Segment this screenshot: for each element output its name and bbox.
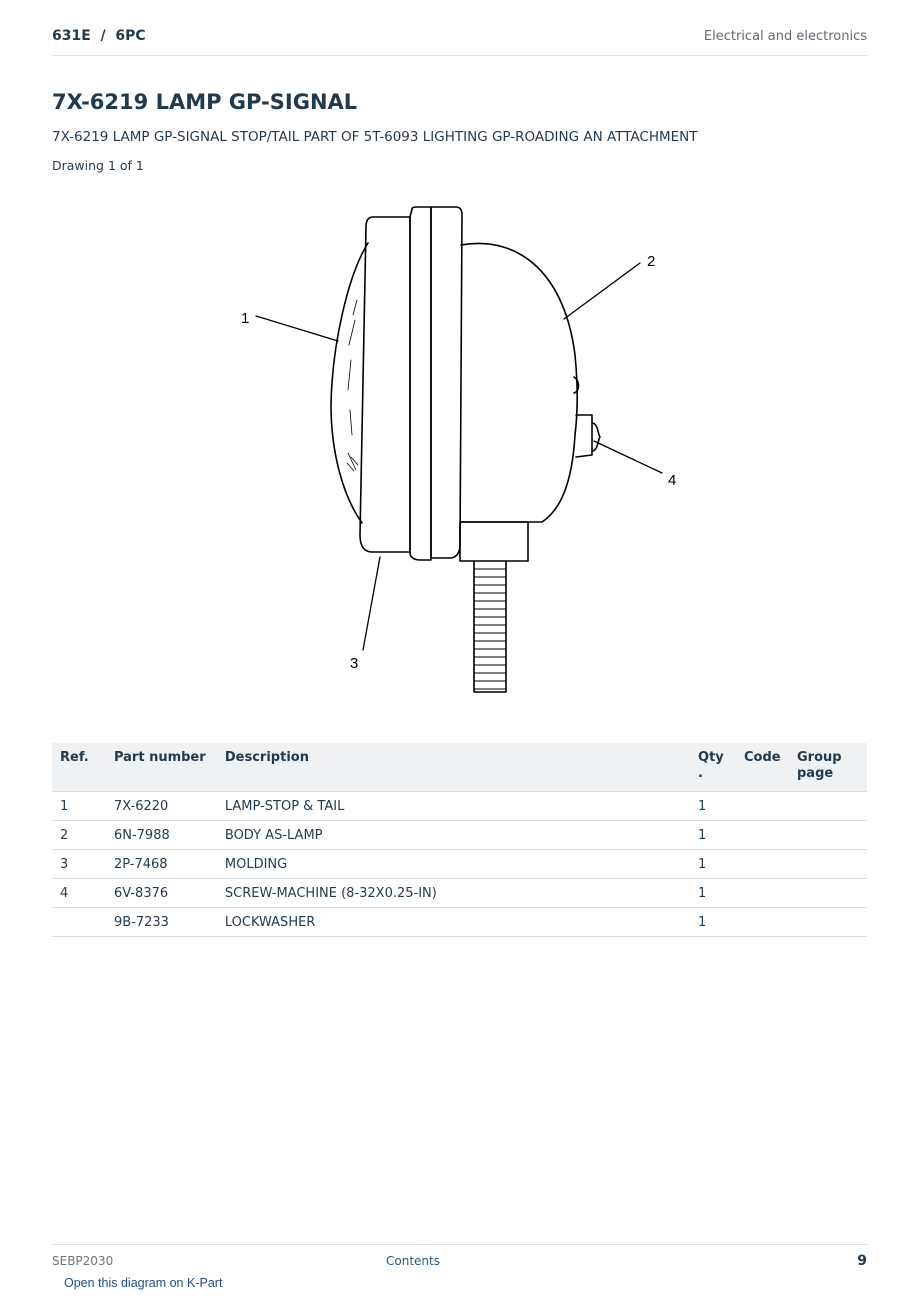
page-number: 9 <box>857 1253 867 1269</box>
header-code: Code <box>736 743 789 792</box>
lamp-body <box>461 243 577 522</box>
cell-ref: 2 <box>52 821 106 850</box>
page-footer <box>52 1244 867 1269</box>
cell-description: MOLDING <box>217 850 690 879</box>
cell-qty: 1 <box>690 850 736 879</box>
leader-line-4 <box>594 441 662 473</box>
cell-group-page <box>789 821 867 850</box>
cell-code <box>736 821 789 850</box>
table-row <box>52 792 867 821</box>
cell-qty: 1 <box>690 821 736 850</box>
side-screw-boss <box>576 415 592 457</box>
model-label: 631E / 6PC <box>52 28 146 44</box>
cell-ref <box>52 908 106 937</box>
header-part-number: Part number <box>106 743 217 792</box>
leader-line-2 <box>564 263 640 319</box>
callout-3: 3 <box>350 655 359 672</box>
cell-qty: 1 <box>690 879 736 908</box>
cell-code <box>736 792 789 821</box>
drawing-count: Drawing 1 of 1 <box>52 158 144 173</box>
cell-part-number: 7X-6220 <box>106 792 217 821</box>
stud-threads <box>474 569 506 689</box>
cell-code <box>736 879 789 908</box>
section-label: Electrical and electronics <box>703 29 867 44</box>
table-row <box>52 879 867 908</box>
lamp-drawing <box>220 195 700 705</box>
cell-description: LOCKWASHER <box>217 908 690 937</box>
header-qty: Qty . <box>690 743 736 792</box>
table-row <box>52 821 867 850</box>
page-header <box>52 28 867 56</box>
open-kpart-link[interactable]: Open this diagram on K-Part <box>64 1276 223 1290</box>
cell-group-page <box>789 850 867 879</box>
table-header-row <box>52 743 867 792</box>
header-description: Description <box>217 743 690 792</box>
lens-mark <box>347 453 358 471</box>
document-id: SEBP2030 <box>52 1254 114 1268</box>
cell-description: BODY AS-LAMP <box>217 821 690 850</box>
lens-hatch <box>348 300 357 435</box>
cell-part-number: 9B-7233 <box>106 908 217 937</box>
leader-line-3 <box>363 557 380 650</box>
page-title: 7X-6219 LAMP GP-SIGNAL <box>52 90 358 114</box>
parts-diagram <box>220 195 700 705</box>
callout-4: 4 <box>668 472 677 489</box>
parts-table <box>52 743 867 937</box>
cell-qty: 1 <box>690 908 736 937</box>
cell-group-page <box>789 908 867 937</box>
molding <box>431 207 462 558</box>
side-screw-head <box>592 423 600 451</box>
table-row <box>52 908 867 937</box>
mount-boss <box>460 522 528 561</box>
table-row <box>52 850 867 879</box>
cell-group-page <box>789 879 867 908</box>
cell-qty: 1 <box>690 792 736 821</box>
cell-part-number: 6V-8376 <box>106 879 217 908</box>
mount-stud <box>474 561 506 692</box>
cell-code <box>736 850 789 879</box>
contents-link[interactable]: Contents <box>386 1254 440 1268</box>
callout-1: 1 <box>241 310 250 327</box>
cell-description: LAMP-STOP & TAIL <box>217 792 690 821</box>
cell-part-number: 6N-7988 <box>106 821 217 850</box>
cell-description: SCREW-MACHINE (8-32X0.25-IN) <box>217 879 690 908</box>
cell-group-page <box>789 792 867 821</box>
callout-2: 2 <box>647 253 656 270</box>
rim-ring <box>360 217 410 552</box>
leader-line-1 <box>256 316 338 341</box>
rim-band <box>410 207 431 560</box>
cell-ref: 4 <box>52 879 106 908</box>
header-group-page: Group page <box>789 743 867 792</box>
page-subtitle: 7X-6219 LAMP GP-SIGNAL STOP/TAIL PART OF 5T-6093 LIGHTING GP-ROADING AN ATTACHMENT <box>52 129 698 145</box>
cell-ref: 3 <box>52 850 106 879</box>
cell-code <box>736 908 789 937</box>
header-ref: Ref. <box>52 743 106 792</box>
cell-ref: 1 <box>52 792 106 821</box>
cell-part-number: 2P-7468 <box>106 850 217 879</box>
